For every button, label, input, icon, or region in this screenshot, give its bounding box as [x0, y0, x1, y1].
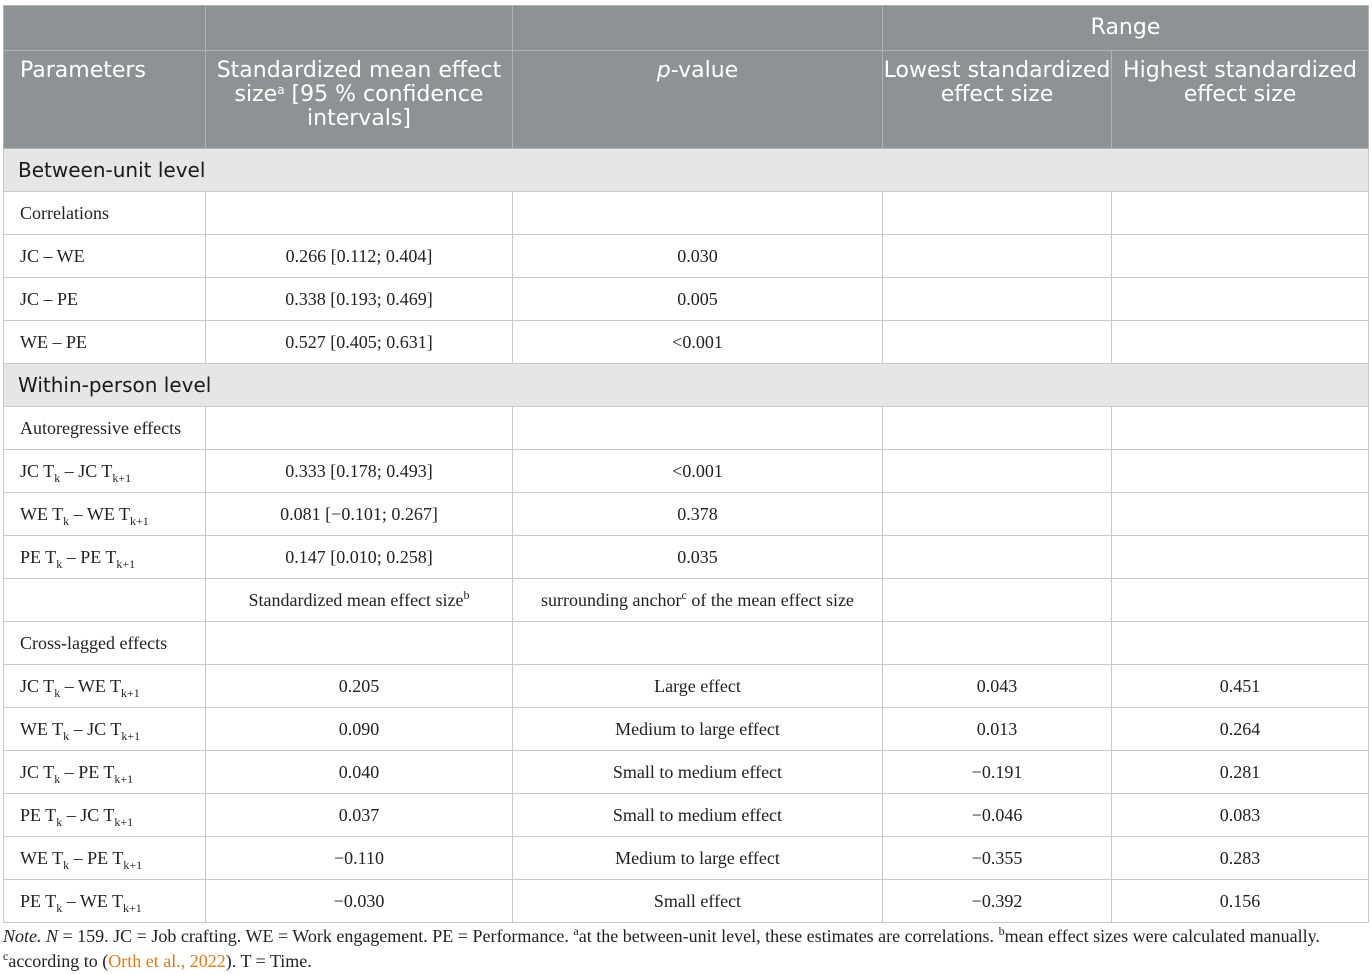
- anchor-cell: Large effect: [513, 665, 883, 708]
- header-highest: Highest standardized effect size: [1112, 51, 1369, 149]
- note-n: N: [46, 926, 59, 946]
- anchor-cell: [513, 622, 883, 665]
- lowest-cell: [883, 321, 1112, 364]
- effect-cell: −0.110: [206, 837, 513, 880]
- pvalue-cell: 0.035: [513, 536, 883, 579]
- table-row: [4, 192, 1369, 235]
- effect-cell: 0.147 [0.010; 0.258]: [206, 536, 513, 579]
- header-empty-cell: [4, 6, 206, 51]
- highest-cell: [1112, 622, 1369, 665]
- effect-cell: 0.205: [206, 665, 513, 708]
- anchor-cell: Medium to large effect: [513, 708, 883, 751]
- anchor-cell: Medium to large effect: [513, 837, 883, 880]
- param-cell: PE $T_k$ – WE $T_{k+1}$: [4, 880, 206, 923]
- lowest-cell: −0.355: [883, 837, 1112, 880]
- anchor-cell: Small to medium effect: [513, 751, 883, 794]
- param-cell: JC – WE: [4, 235, 206, 278]
- table-row: [4, 450, 1369, 493]
- table-note: Note. N = 159. JC = Job crafting. WE = Work engagement. PE = Performance. $^a$at the between-unit level, these estimates are correlations. $^b$mean effect sizes were calculated manually. $^c$according to (Orth et al., 2022). T = Time.: [3, 924, 1320, 971]
- note-label: Note.: [3, 926, 42, 946]
- highest-cell: [1112, 536, 1369, 579]
- param-cell: WE $T_k$ – PE $T_{k+1}$: [4, 837, 206, 880]
- highest-cell: [1112, 493, 1369, 536]
- table-row: [4, 407, 1369, 450]
- param-cell: WE $T_k$ – WE $T_{k+1}$: [4, 493, 206, 536]
- results-table: [3, 5, 1369, 923]
- lowest-cell: [883, 450, 1112, 493]
- effect-cell: 0.266 [0.112; 0.404]: [206, 235, 513, 278]
- highest-cell: [1112, 235, 1369, 278]
- table-row: [4, 493, 1369, 536]
- section-row: [4, 364, 1369, 407]
- table-row: [4, 794, 1369, 837]
- param-cell: JC $T_k$ – PE $T_{k+1}$: [4, 751, 206, 794]
- highest-cell: 0.451: [1112, 665, 1369, 708]
- highest-cell: [1112, 192, 1369, 235]
- effect-cell: 0.333 [0.178; 0.493]: [206, 450, 513, 493]
- subheader-row: [4, 579, 1369, 622]
- header-row-columns: [4, 51, 1369, 149]
- pvalue-cell: 0.030: [513, 235, 883, 278]
- highest-cell: [1112, 278, 1369, 321]
- highest-cell: 0.264: [1112, 708, 1369, 751]
- subheader-effect: Standardized mean effect size$^b$: [206, 579, 513, 622]
- param-cell: WE – PE: [4, 321, 206, 364]
- table-row: [4, 622, 1369, 665]
- effect-cell: 0.040: [206, 751, 513, 794]
- effect-cell: 0.090: [206, 708, 513, 751]
- effect-cell: 0.037: [206, 794, 513, 837]
- effect-cell: 0.527 [0.405; 0.631]: [206, 321, 513, 364]
- citation-link[interactable]: Orth et al., 2022: [108, 951, 226, 971]
- highest-cell: 0.083: [1112, 794, 1369, 837]
- table-row: [4, 278, 1369, 321]
- section-within-label: Within-person level: [4, 364, 1369, 407]
- header-lowest: Lowest standardized effect size: [883, 51, 1112, 149]
- highest-cell: [1112, 321, 1369, 364]
- param-cell: JC $T_k$ – JC $T_{k+1}$: [4, 450, 206, 493]
- highest-cell: [1112, 450, 1369, 493]
- param-cell: JC $T_k$ – WE $T_{k+1}$: [4, 665, 206, 708]
- lowest-cell: [883, 235, 1112, 278]
- effect-cell: [206, 622, 513, 665]
- header-empty-cell: [513, 6, 883, 51]
- effect-cell: [206, 192, 513, 235]
- header-effect-size: Standardized mean effect size$^a$ [95 % confidence intervals]: [206, 51, 513, 149]
- highest-cell: [1112, 407, 1369, 450]
- effect-cell: 0.081 [−0.101; 0.267]: [206, 493, 513, 536]
- param-cell: WE $T_k$ – JC $T_{k+1}$: [4, 708, 206, 751]
- lowest-cell: [883, 622, 1112, 665]
- param-cell: Correlations: [4, 192, 206, 235]
- lowest-cell: −0.046: [883, 794, 1112, 837]
- effect-cell: −0.030: [206, 880, 513, 923]
- header-empty-cell: [206, 6, 513, 51]
- pvalue-cell: [513, 192, 883, 235]
- highest-cell: 0.281: [1112, 751, 1369, 794]
- highest-cell: 0.156: [1112, 880, 1369, 923]
- table-row: [4, 235, 1369, 278]
- highest-cell: [1112, 579, 1369, 622]
- lowest-cell: [883, 407, 1112, 450]
- lowest-cell: −0.191: [883, 751, 1112, 794]
- param-cell: [4, 579, 206, 622]
- lowest-cell: [883, 493, 1112, 536]
- lowest-cell: [883, 536, 1112, 579]
- lowest-cell: [883, 278, 1112, 321]
- table-row: [4, 665, 1369, 708]
- subheader-anchor: surrounding anchor$^c$ of the mean effect size: [513, 579, 883, 622]
- pvalue-cell: [513, 407, 883, 450]
- lowest-cell: 0.013: [883, 708, 1112, 751]
- param-cell: PE $T_k$ – JC $T_{k+1}$: [4, 794, 206, 837]
- anchor-cell: Small effect: [513, 880, 883, 923]
- highest-cell: 0.283: [1112, 837, 1369, 880]
- lowest-cell: 0.043: [883, 665, 1112, 708]
- header-pvalue: p-value: [513, 51, 883, 149]
- param-cell: JC – PE: [4, 278, 206, 321]
- section-row: [4, 149, 1369, 192]
- pvalue-cell: 0.378: [513, 493, 883, 536]
- table-row: [4, 837, 1369, 880]
- table-row: [4, 321, 1369, 364]
- header-row-range: [4, 6, 1369, 51]
- param-cell: Autoregressive effects: [4, 407, 206, 450]
- table-row: [4, 536, 1369, 579]
- table-row: [4, 880, 1369, 923]
- table-row: [4, 751, 1369, 794]
- param-cell: PE $T_k$ – PE $T_{k+1}$: [4, 536, 206, 579]
- header-parameters: Parameters: [4, 51, 206, 149]
- header-range: Range: [883, 6, 1369, 51]
- pvalue-cell: 0.005: [513, 278, 883, 321]
- anchor-cell: Small to medium effect: [513, 794, 883, 837]
- table-row: [4, 708, 1369, 751]
- lowest-cell: [883, 579, 1112, 622]
- effect-cell: [206, 407, 513, 450]
- section-between-label: Between-unit level: [4, 149, 1369, 192]
- pvalue-cell: <0.001: [513, 321, 883, 364]
- param-cell: Cross-lagged effects: [4, 622, 206, 665]
- lowest-cell: [883, 192, 1112, 235]
- effect-cell: 0.338 [0.193; 0.469]: [206, 278, 513, 321]
- lowest-cell: −0.392: [883, 880, 1112, 923]
- pvalue-cell: <0.001: [513, 450, 883, 493]
